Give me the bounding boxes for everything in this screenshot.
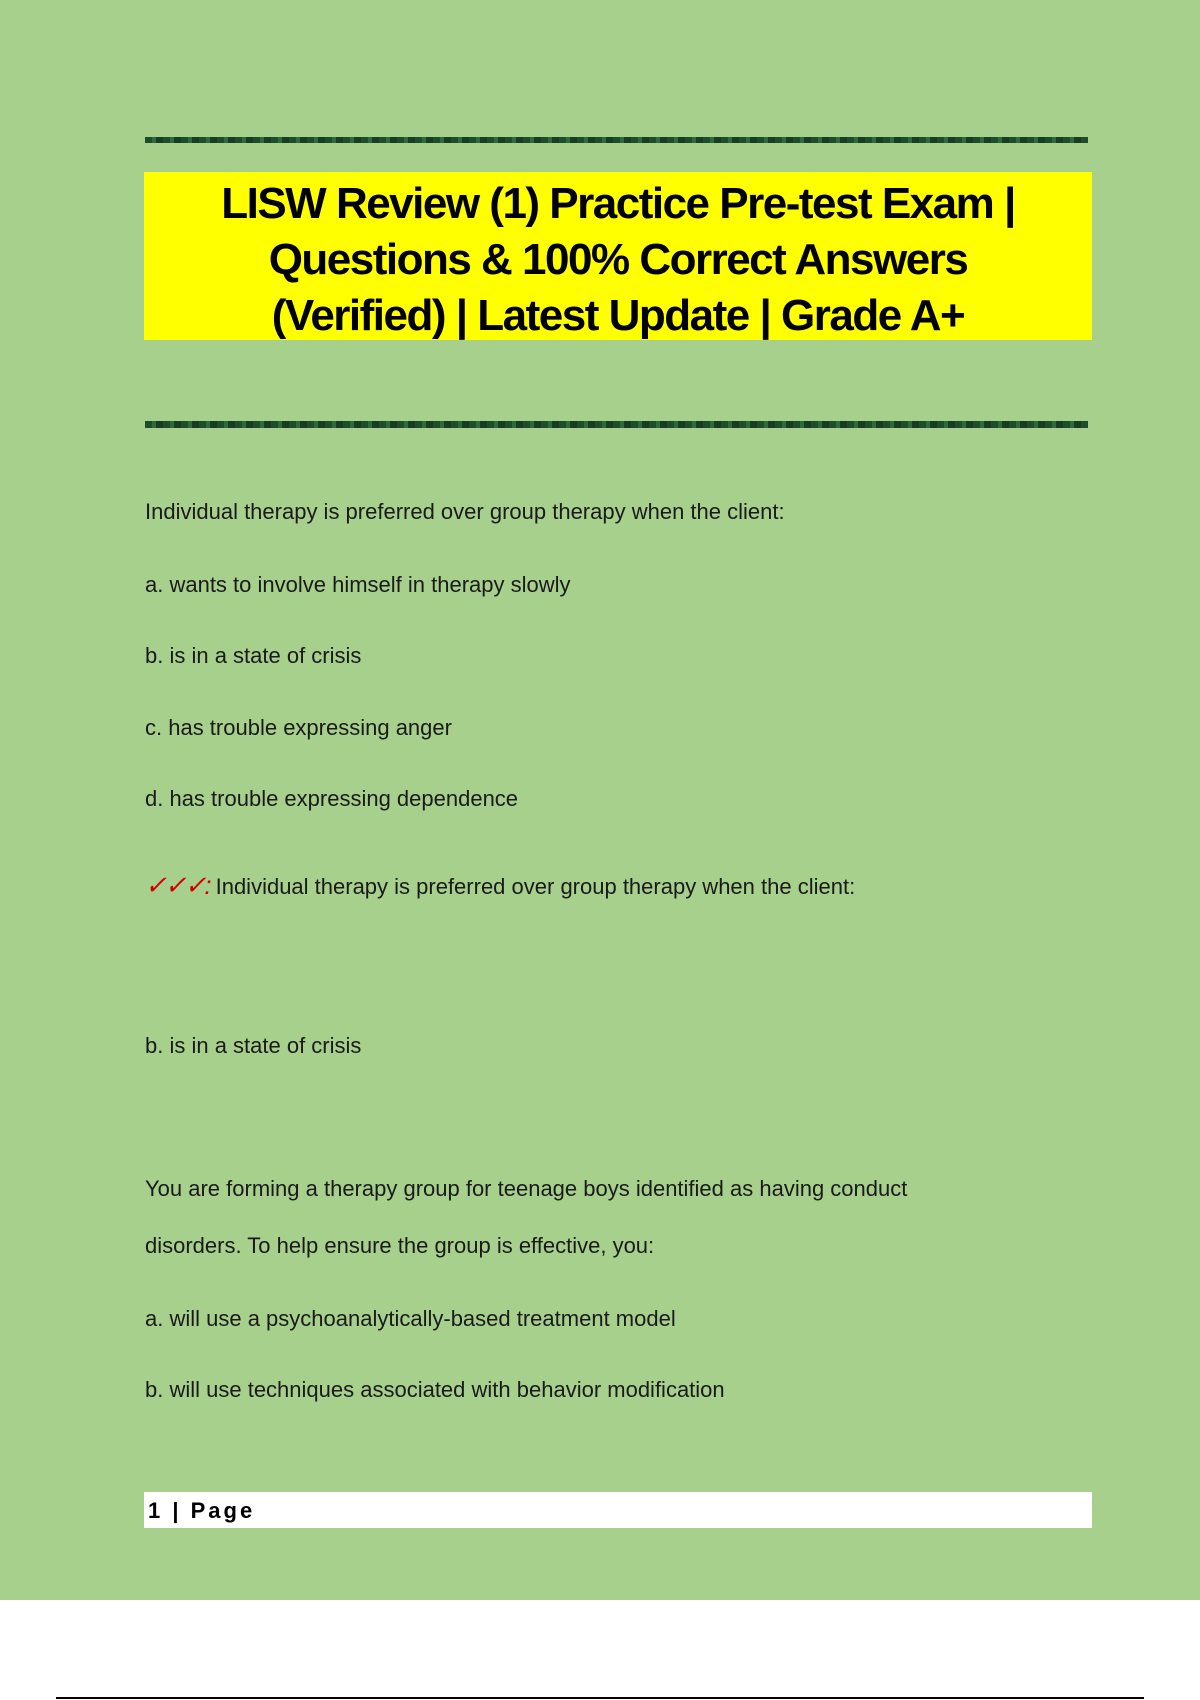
question-2-prompt-line-2: disorders. To help ensure the group is effective, you:: [145, 1233, 655, 1258]
question-1-option-b: b. is in a state of crisis: [145, 643, 362, 668]
top-divider: [145, 137, 1088, 143]
question-1-option-d: d. has trouble expressing dependence: [145, 786, 519, 811]
question-2-prompt-line-1: You are forming a therapy group for teenage boys identified as having conduct: [145, 1176, 908, 1201]
question-2-option-b: b. will use techniques associated with behavior modification: [145, 1377, 725, 1402]
page-footer: [144, 1492, 1092, 1528]
title-highlight: [144, 172, 1092, 340]
checkmark-icon: ✓✓✓:: [145, 870, 210, 900]
page-number: 1 | Page: [148, 1498, 256, 1523]
question-1-answer: b. is in a state of crisis: [145, 1033, 362, 1058]
title-line-1: LISW Review (1) Practice Pre-test Exam |: [221, 179, 1015, 228]
question-1-option-a: a. wants to involve himself in therapy slowly: [145, 572, 571, 597]
title-line-3: (Verified) | Latest Update | Grade A+: [271, 291, 965, 340]
document-title: [144, 176, 1092, 344]
question-1-option-c: c. has trouble expressing anger: [145, 715, 452, 740]
question-2-option-a: a. will use a psychoanalytically-based treatment model: [145, 1306, 676, 1331]
question-1-answer-prompt: Individual therapy is preferred over group therapy when the client:: [215, 874, 856, 899]
next-page-edge: [56, 1697, 1144, 1699]
question-1-answer-line: [145, 870, 855, 902]
title-line-2: Questions & 100% Correct Answers: [268, 235, 968, 284]
question-1-prompt: Individual therapy is preferred over group therapy when the client:: [145, 499, 785, 524]
bottom-divider: [145, 421, 1088, 428]
